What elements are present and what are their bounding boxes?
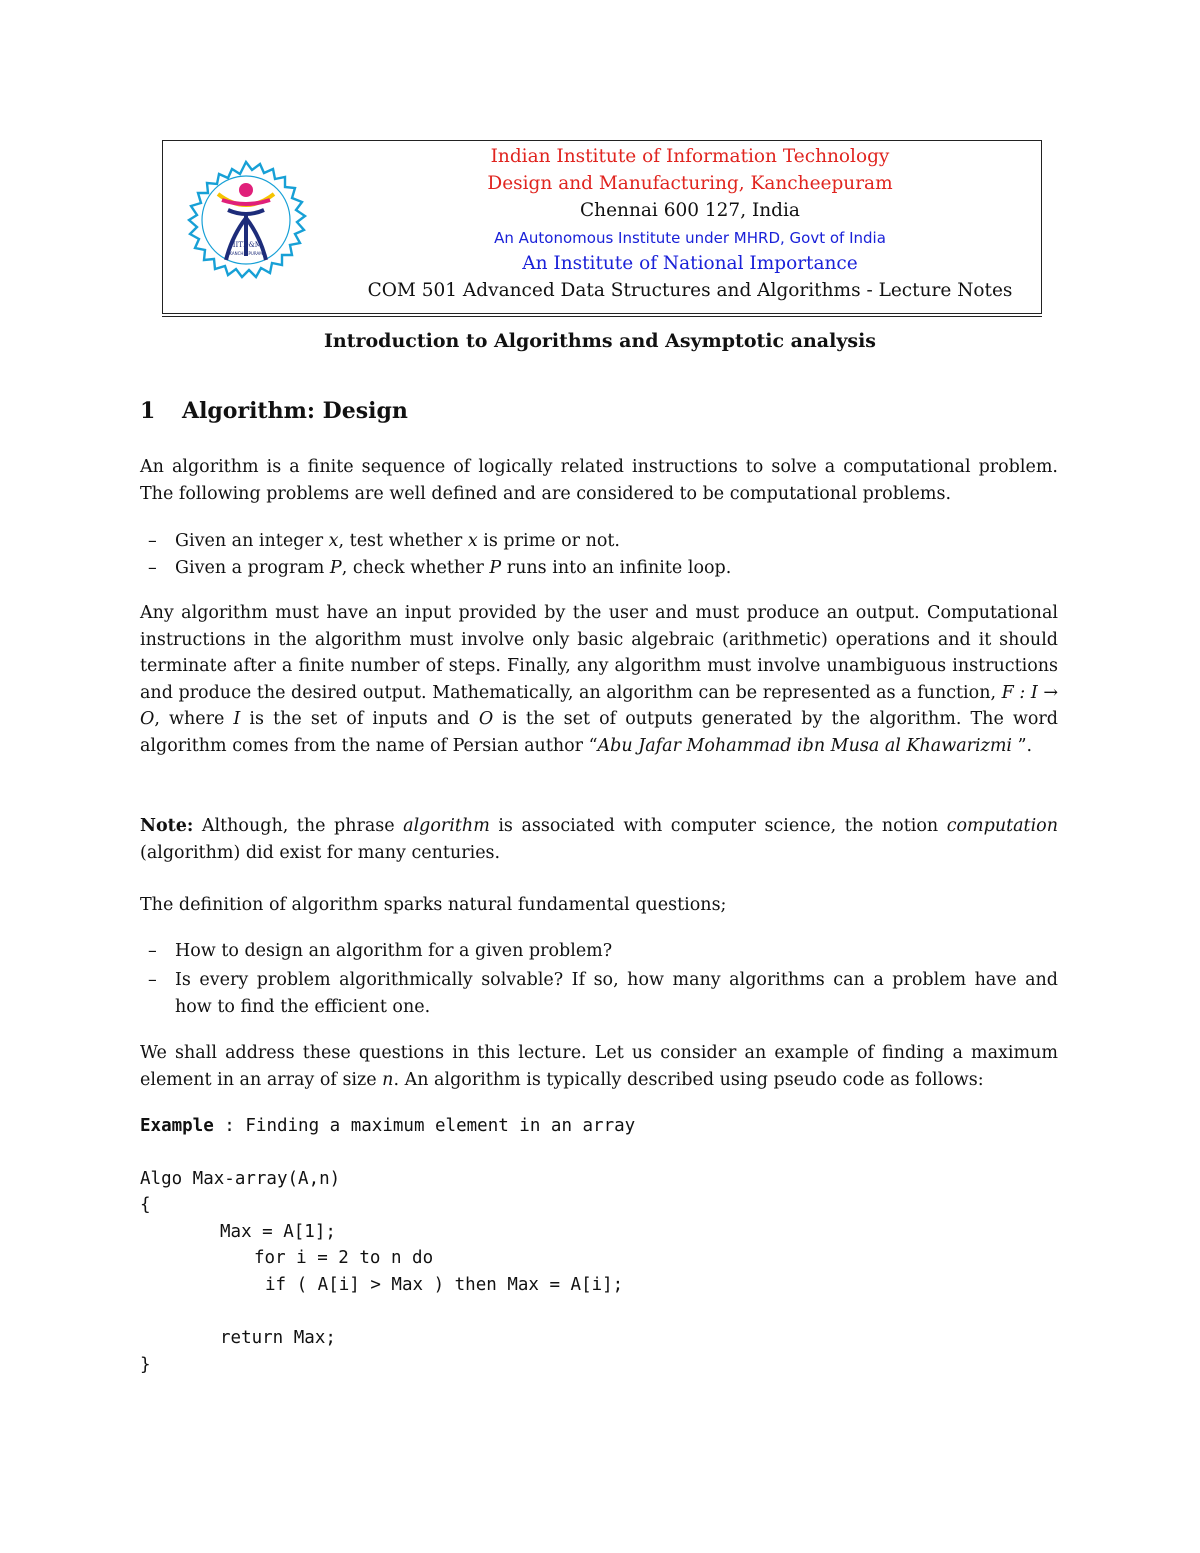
paragraph-example-intro: We shall address these questions in this lecture. Let us consider an example of finding a maximum element in an array of size n. An algorithm is typically described using pseudo code as follows: (140, 1043, 1058, 1090)
header-national-importance: An Institute of National Importance (522, 253, 858, 274)
logo-pink-dot (239, 183, 253, 197)
header-rule (162, 316, 1042, 317)
code-line-open-brace: { (140, 1195, 151, 1215)
page-title: Introduction to Algorithms and Asymptotic analysis (324, 330, 876, 352)
list-item: – Given an integer x, test whether x is prime or not. (148, 528, 1058, 555)
institute-logo (176, 156, 316, 296)
header-institute-name: Indian Institute of Information Technology (490, 146, 890, 167)
bullet-dash: – (148, 531, 157, 551)
header-course: COM 501 Advanced Data Structures and Algorithms - Lecture Notes (367, 280, 1013, 301)
header-autonomous: An Autonomous Institute under MHRD, Govt of India (494, 229, 886, 247)
section-number: 1 (140, 398, 156, 424)
list-item: – Is every problem algorithmically solvable? If so, how many algorithms can a problem have and how to find the efficient one. (148, 967, 1058, 1020)
code-line-if-compare: if ( A[i] > Max ) then Max = A[i]; (265, 1275, 624, 1295)
section-heading (140, 398, 408, 424)
code-line-for-loop: for i = 2 to n do (254, 1248, 434, 1268)
code-line-init-max: Max = A[1]; (220, 1222, 336, 1242)
code-example-label: Example (140, 1116, 214, 1136)
logo-text-2: KANCHEEPURAM (229, 251, 263, 256)
logo-text-1: IIITD&M (230, 241, 262, 249)
paragraph-algorithm-properties: Any algorithm must have an input provided by the user and must produce an output. Computational instructions in the algorithm must involve only basic algebraic (arithmetic) operations and it should terminate after a finite number of steps. Finally, any algorithm must involve unambiguous instructions and produce the desired output. Mathematically, an algorithm can be represented as a function, F : I → O, where I is the set of inputs and O is the set of outputs generated by the algorithm. The word algorithm comes from the name of Persian author “Abu Jafar Mohammad ibn Musa al Khawarizmi ”. (140, 603, 1058, 756)
header-institute-subtitle: Design and Manufacturing, Kancheepuram (487, 173, 893, 194)
list-item: – How to design an algorithm for a given problem? (148, 938, 1058, 965)
header-address: Chennai 600 127, India (580, 200, 800, 221)
paragraph-questions-intro: The definition of algorithm sparks natural fundamental questions; (140, 895, 727, 915)
section-title: Algorithm: Design (182, 398, 408, 424)
paragraph-definition: An algorithm is a finite sequence of logically related instructions to solve a computational problem. The following problems are well defined and are considered to be computational problems. (140, 457, 1058, 504)
bullet-dash: – (148, 558, 157, 578)
bullet-dash: – (148, 941, 157, 961)
paragraph-note: Note: Although, the phrase algorithm is associated with computer science, the notion computation (algorithm) did exist for many centuries. (140, 816, 1058, 863)
note-label: Note: (140, 816, 194, 836)
author-name: Abu Jafar Mohammad ibn Musa al Khawarizmi (597, 735, 1013, 756)
logo-pink-arc (222, 200, 270, 204)
code-line-signature: Algo Max-array(A,n) (140, 1169, 341, 1189)
list-item: – Given a program P, check whether P runs into an infinite loop. (148, 555, 1058, 582)
bullet-dash: – (148, 970, 157, 990)
code-line-return: return Max; (220, 1328, 336, 1348)
code-line-close-brace: } (140, 1355, 151, 1375)
code-example-heading: Example : Finding a maximum element in an array (140, 1116, 636, 1136)
